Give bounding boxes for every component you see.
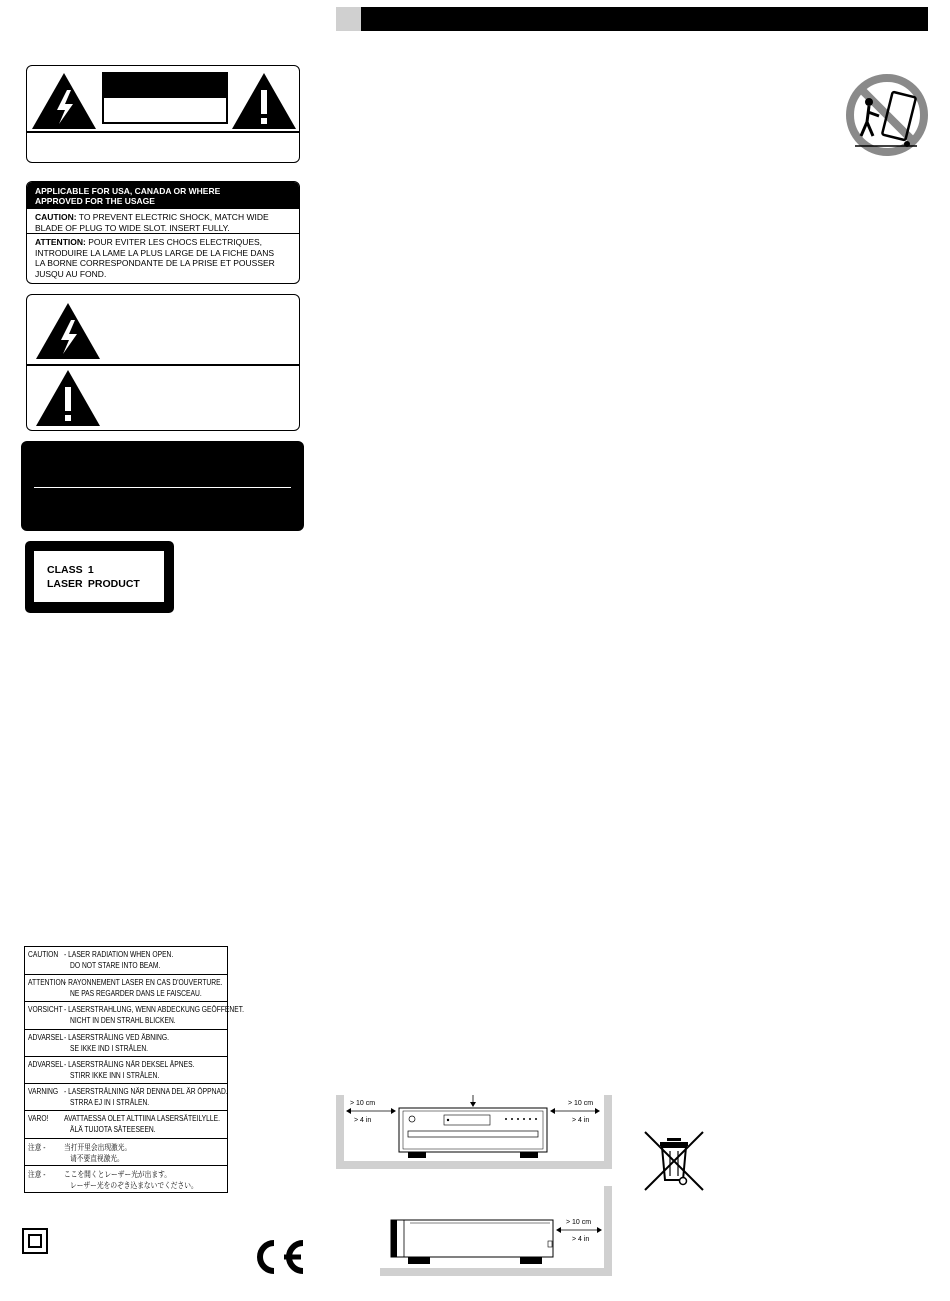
class1-laser-label bbox=[25, 541, 174, 613]
side-clearance-cm: > 10 cm bbox=[566, 1219, 592, 1226]
exclamation-triangle-icon bbox=[35, 369, 101, 427]
laser-caution-text: ここを開くとレーザー光が出ます。 bbox=[64, 1169, 171, 1179]
laser-caution-text: - LASERSTRÅLNING NÄR DENNA DEL ÄR ÖPPNAD. bbox=[64, 1087, 228, 1097]
lightning-triangle-icon bbox=[35, 302, 101, 360]
product-label: PRODUCT bbox=[87, 578, 140, 590]
laser-caution-label: ATTENTION bbox=[28, 978, 66, 988]
laser-caution-text2: NE PAS REGARDER DANS LE FAISCEAU. bbox=[70, 989, 202, 999]
divider bbox=[27, 131, 299, 133]
side-arrow-icon bbox=[556, 1227, 602, 1233]
laser-caution-text2: ÄLÄ TUIJOTA SÄTEESEEN. bbox=[70, 1125, 156, 1135]
class-label: CLASS bbox=[47, 564, 83, 576]
laser-caution-row bbox=[25, 947, 227, 974]
ce-mark-icon bbox=[248, 1237, 308, 1277]
laser-caution-row bbox=[25, 1138, 227, 1165]
caution-label-block bbox=[102, 72, 228, 124]
attention-paragraph: ATTENTION: POUR EVITER LES CHOCS ELECTRIQUES, INTRODUIRE LA LAME LA PLUS LARGE DE LA FICHE DANS LA BORNE CORRESPONDANTE DE LA PRISE ET POUSSER JUSQU AU FOND. bbox=[35, 237, 275, 279]
right-arrow-icon bbox=[550, 1108, 600, 1114]
right-clearance-cm: > 10 cm bbox=[568, 1100, 594, 1107]
laser-caution-table bbox=[24, 946, 244, 1193]
laser-caution-text: AVATTAESSA OLET ALTTIINA LASERSÄTEILYLLE. bbox=[64, 1114, 220, 1124]
laser-caution-text: - RAYONNEMENT LASER EN CAS D'OUVERTURE. bbox=[64, 978, 223, 988]
header-bar bbox=[361, 7, 928, 31]
cd-player-side-icon bbox=[390, 1219, 556, 1266]
laser-caution-text2: レーザー光をのぞき込まないでください。 bbox=[70, 1180, 198, 1190]
class-number: 1 bbox=[87, 564, 94, 576]
ventilation-front-diagram bbox=[336, 1095, 612, 1169]
laser-caution-label: VORSICHT bbox=[28, 1005, 63, 1015]
laser-caution-row bbox=[25, 1110, 227, 1137]
left-clearance-cm: > 10 cm bbox=[350, 1100, 376, 1107]
cd-player-front-icon bbox=[398, 1107, 548, 1161]
laser-caution-text2: NICHT IN DEN STRAHL BLICKEN. bbox=[70, 1016, 176, 1026]
laser-caution-row bbox=[25, 1056, 227, 1083]
laser-caution-text2: DO NOT STARE INTO BEAM. bbox=[70, 961, 161, 970]
header-tab bbox=[336, 7, 361, 31]
laser-caution-text: - LASERSTRÅLING VED ÅBNING. bbox=[64, 1032, 169, 1042]
laser-caution-row bbox=[25, 1001, 244, 1028]
laser-caution-label: VARNING bbox=[28, 1087, 59, 1097]
left-arrow-icon bbox=[346, 1108, 396, 1114]
laser-caution-label: ADVARSEL bbox=[28, 1032, 64, 1042]
laser-caution-label: ADVARSEL bbox=[28, 1059, 64, 1069]
black-warning-panel bbox=[21, 441, 304, 531]
laser-label: LASER bbox=[47, 578, 83, 590]
laser-caution-label: CAUTION bbox=[28, 950, 59, 959]
lightning-triangle-icon bbox=[31, 72, 97, 130]
left-clearance-in: > 4 in bbox=[354, 1117, 372, 1124]
laser-caution-text2: STIRR IKKE INN I STRÅLEN. bbox=[70, 1070, 160, 1080]
side-clearance-in: > 4 in bbox=[572, 1236, 590, 1243]
weee-crossed-bin-icon bbox=[643, 1130, 705, 1192]
laser-caution-text2: 请不要直视激光。 bbox=[70, 1153, 124, 1163]
divider bbox=[34, 487, 291, 488]
laser-caution-row bbox=[25, 1029, 227, 1056]
down-arrow-icon bbox=[469, 1095, 477, 1107]
ventilation-side-diagram bbox=[380, 1186, 612, 1276]
usa-plug-warning-box bbox=[26, 181, 300, 284]
right-clearance-in: > 4 in bbox=[572, 1117, 590, 1124]
laser-caution-text: - LASERSTRAHLUNG, WENN ABDECKUNG GEÖFFENET. bbox=[64, 1005, 244, 1015]
laser-caution-text2: SE IKKE IND I STRÅLEN. bbox=[70, 1043, 149, 1053]
divider bbox=[27, 233, 299, 234]
cart-tipover-icon bbox=[845, 74, 929, 156]
divider bbox=[27, 364, 299, 366]
laser-caution-text: 当打开里会出现激光。 bbox=[64, 1142, 132, 1152]
laser-caution-text2: STRRA EJ IN I STRÅLEN. bbox=[70, 1098, 150, 1108]
symbols-explanation-box bbox=[26, 294, 300, 431]
laser-caution-text: - LASER RADIATION WHEN OPEN. bbox=[64, 950, 174, 959]
usa-warning-heading: APPLICABLE FOR USA, CANADA OR WHERE APPROVED FOR THE USAGE bbox=[35, 186, 221, 206]
laser-caution-label: 注意 - bbox=[28, 1142, 46, 1152]
laser-caution-label: VARO! bbox=[28, 1114, 49, 1124]
laser-caution-row bbox=[25, 1165, 227, 1192]
shock-hazard-warning-box bbox=[26, 65, 300, 163]
caution-paragraph: CAUTION: TO PREVENT ELECTRIC SHOCK, MATCH WIDE BLADE OF PLUG TO WIDE SLOT. INSERT FULLY. bbox=[35, 212, 269, 233]
laser-caution-text: - LASERSTRÅLING NÅR DEKSEL ÅPNES. bbox=[64, 1059, 195, 1069]
laser-caution-row bbox=[25, 1083, 227, 1110]
laser-caution-row bbox=[25, 974, 227, 1001]
double-insulation-icon bbox=[22, 1228, 48, 1254]
laser-caution-label: 注意 - bbox=[28, 1169, 46, 1179]
exclamation-triangle-icon bbox=[231, 72, 297, 130]
